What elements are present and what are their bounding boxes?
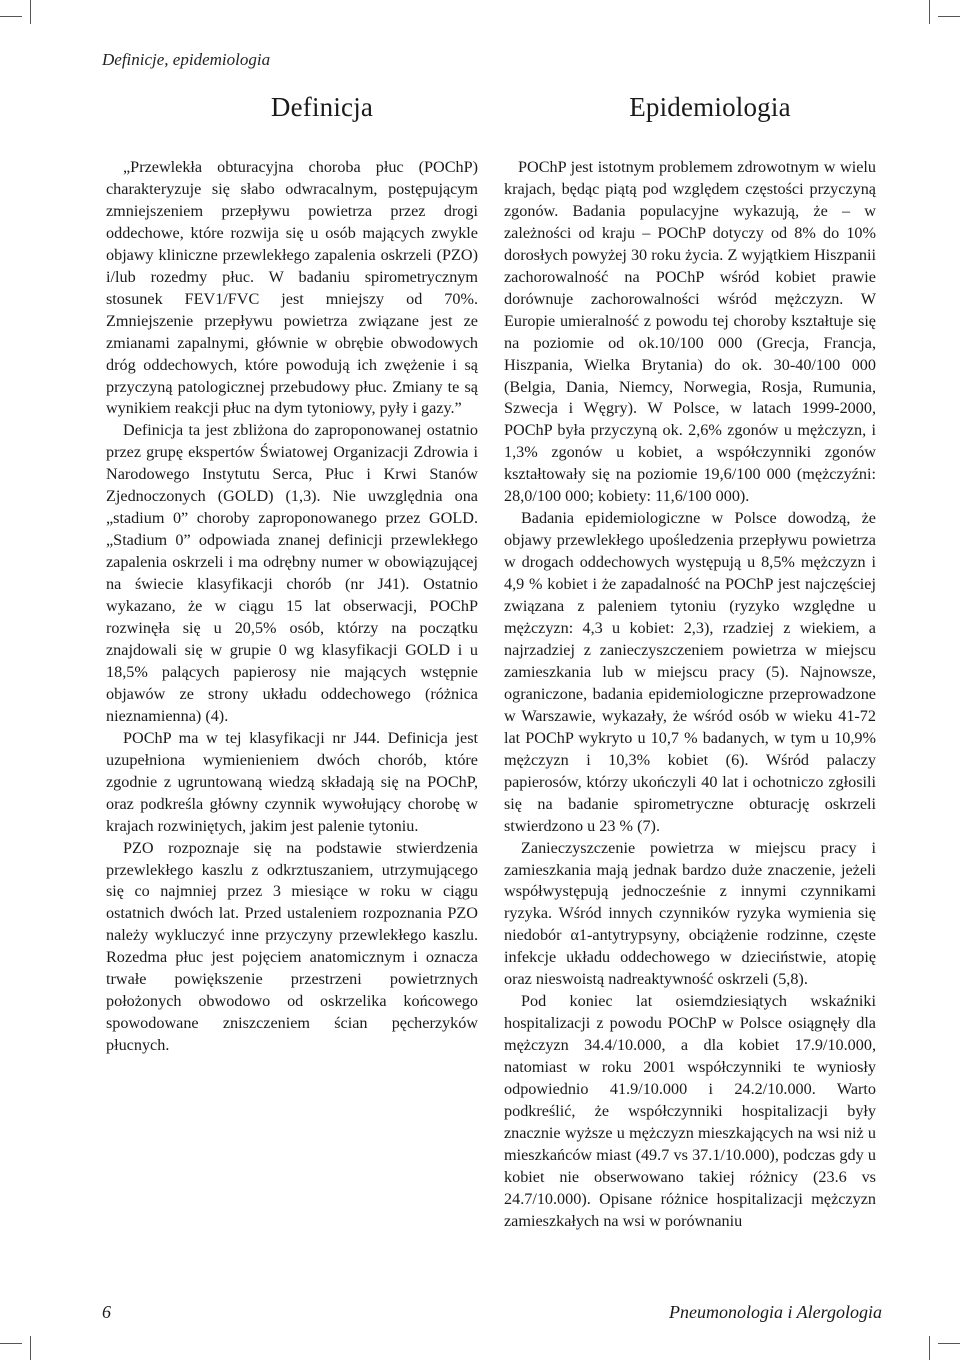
definition-paragraph: Definicja ta jest zbliżona do zaproponowanej ostatnio przez grupę ekspertów Światowej Organizacji Zdrowia i Narodowego Instytutu Serca, Płuc i Krwi Stanów Zjednoczonych (GOLD) (1,3). Nie uwzględnia ona „stadium 0” choroby zaproponowanego przez GOLD. „Stadium 0” odpowiada znanej definicji przewlekłego zapalenia oskrzeli i ma odrębny numer w obowiązującej na świecie klasyfikacji chorób (nr J41). Ostatnio wykazano, że w ciągu 15 lat obserwacji, POChP rozwinęła się u 20,5% osób, którzy na początku znajdowali się w grupie 0 wg klasyfikacji GOLD i u 18,5% palących papierosy nie mających wstępnie objawów ze strony układu oddechowego (różnica nieznamienna) (4). (106, 421, 478, 725)
epidemiology-paragraph: Pod koniec lat osiemdziesiątych wskaźniki hospitalizacji z powodu POChP w Polsce osiągnęły dla mężczyzn 34.4/10.000, a dla kobiet 17.9/10.000, natomiast w roku 2001 współczynniki te wyniosły odpowiednio 41.9/10.000 i 24.2/10.000. Warto podkreślić, że współczynniki hospitalizacji były znacznie wyższe u mężczyzn mieszkających na wsi niż u mieszkańców miast (49.7 vs 37.1/10.000), podczas gdy u kobiet nie obserwowano takiej różnicy (23.6 vs 24.7/10.000). Opisane różnice hospitalizacji mężczyzn zamieszkałych na wsi w porównaniu (504, 992, 876, 1230)
crop-mark (929, 0, 930, 24)
crop-mark (30, 1336, 31, 1360)
definition-paragraph: POChP ma w tej klasyfikacji nr J44. Definicja jest uzupełniona wymienieniem dwóch chorób, które zgodnie z ugruntowaną wiedzą składają się na POChP, oraz podkreśla główny czynnik wywołujący chorobę w krajach rozwiniętych, jakim jest palenie tytoniu. (106, 728, 478, 835)
journal-name: Pneumonologia i Alergologia (669, 1302, 882, 1322)
epidemiology-paragraph: Badania epidemiologiczne w Polsce dowodzą, że objawy przewlekłego upośledzenia przepływu powietrza w drogach oddechowych występują u 8,5% mężczyzn i 4,9 % kobiet i że zapadalność na POChP jest najczęściej związana z paleniem tytoniu (ryzyko względne u mężczyzn: 4,3 u kobiet: 2,3), rzadziej z wiekiem, a najrzadziej z zanieczyszczeniem powietrza w miejscu zamieszkania lub w miejscu pracy (5). Najnowsze, ograniczone, badania epidemiologiczne przeprowadzone w Warszawie, wykazały, że wśród osób w wieku 41-72 lat POChP wykryto u 10,7 % badanych, w tym u 10,9% mężczyzn i 10,3% kobiet (6). Wśród palaczy papierosów, którzy ukończyli 40 lat i ochotniczo zgłosili się na badanie spirometryczne obturację oskrzeli stwierdzono u 23 % (7). (504, 509, 876, 835)
running-header: Definicje, epidemiologia (102, 50, 271, 69)
definition-heading: Definicja (270, 92, 374, 122)
crop-mark (0, 1343, 22, 1344)
definition-paragraph: PZO rozpoznaje się na podstawie stwierdzenia przewlekłego kaszlu z odkrztuszaniem, utrzymującego się co najmniej przez 3 miesiące w roku w ciągu ostatnich dwóch lat. Przed ustaleniem rozpoznania PZO należy wykluczyć inne przyczyny przewlekłego kaszlu. Rozedma płuc jest pojęciem anatomicznym i oznacza trwałe powiększenie przestrzeni powietrznych położonych obwodowo od oskrzelika końcowego spowodowane zniszczeniem ścian pęcherzyków płucnych. (106, 838, 478, 1055)
epidemiology-column (504, 92, 876, 1233)
definition-paragraph: „Przewlekła obturacyjna choroba płuc (POChP) charakteryzuje się słabo odwracalnym, postępującym zmniejszeniem przepływu powietrza przez drogi oddechowe, które rozwija się u osób mających zwykle objawy kliniczne przewlekłego zapalenia oskrzeli (PZO) i/lub rozedmy płuc. W badaniu spirometrycznym stosunek FEV1/FVC jest mniejszy od 70%. Zmniejszenie przepływu powietrza związane jest ze zmianami zapalnymi, głównie w obrębie obwodowych dróg oddechowych, które powodują ich zwężenie i są przyczyną patologicznej przebudowy płuc. Zmiany te są wynikiem reakcji płuc na dym tytoniowy, pyły i gazy.” (106, 158, 478, 418)
crop-mark (938, 16, 960, 17)
crop-mark (929, 1336, 930, 1360)
epidemiology-paragraph: Zanieczyszczenie powietrza w miejscu pracy i zamieszkania mają jednak bardzo duże znaczenie, jeżeli współwystępują jednocześnie z innymi czynnikami ryzyka. Wśród innych czynników ryzyka wymienia się niedobór α1-antytrypsyny, obciążenie rodzinne, częste infekcje układu oddechowego w dzieciństwie, atopię oraz nieswoistą nadreaktywność oskrzeli (5,8). (504, 838, 876, 989)
definition-column (106, 92, 478, 1057)
crop-mark (938, 1343, 960, 1344)
crop-mark (0, 16, 22, 17)
page-number: 6 (102, 1302, 111, 1322)
epidemiology-heading: Epidemiologia (629, 92, 791, 122)
epidemiology-paragraph: POChP jest istotnym problemem zdrowotnym w wielu krajach, będąc piątą pod względem częstości przyczyną zgonów. Badania populacyjne wykazują, że – w zależności od kraju – POChP dotyczy od 8% do 10% dorosłych powyżej 30 roku życia. Z wyjątkiem Hiszpanii zachorowalność na POChP wśród kobiet prawie dorównuje zachorowalności wśród mężczyzn. W Europie umieralność z powodu tej choroby kształtuje się na poziomie od ok.10/100 000 (Grecja, Francja, Hiszpania, Wielka Brytania) do ok. 30-40/100 000 (Belgia, Dania, Niemcy, Norwegia, Rosja, Rumunia, Szwecja i Węgry). W Polsce, w latach 1999-2000, POChP była przyczyną ok. 2,6% zgonów u mężczyzn, i 1,3% zgonów u kobiet, a współczynniki zgonów kształtowały się na poziomie 19,6/100 000 (mężczyźni: 28,0/100 000; kobiety: 11,6/100 000). (504, 158, 876, 506)
crop-mark (30, 0, 31, 24)
